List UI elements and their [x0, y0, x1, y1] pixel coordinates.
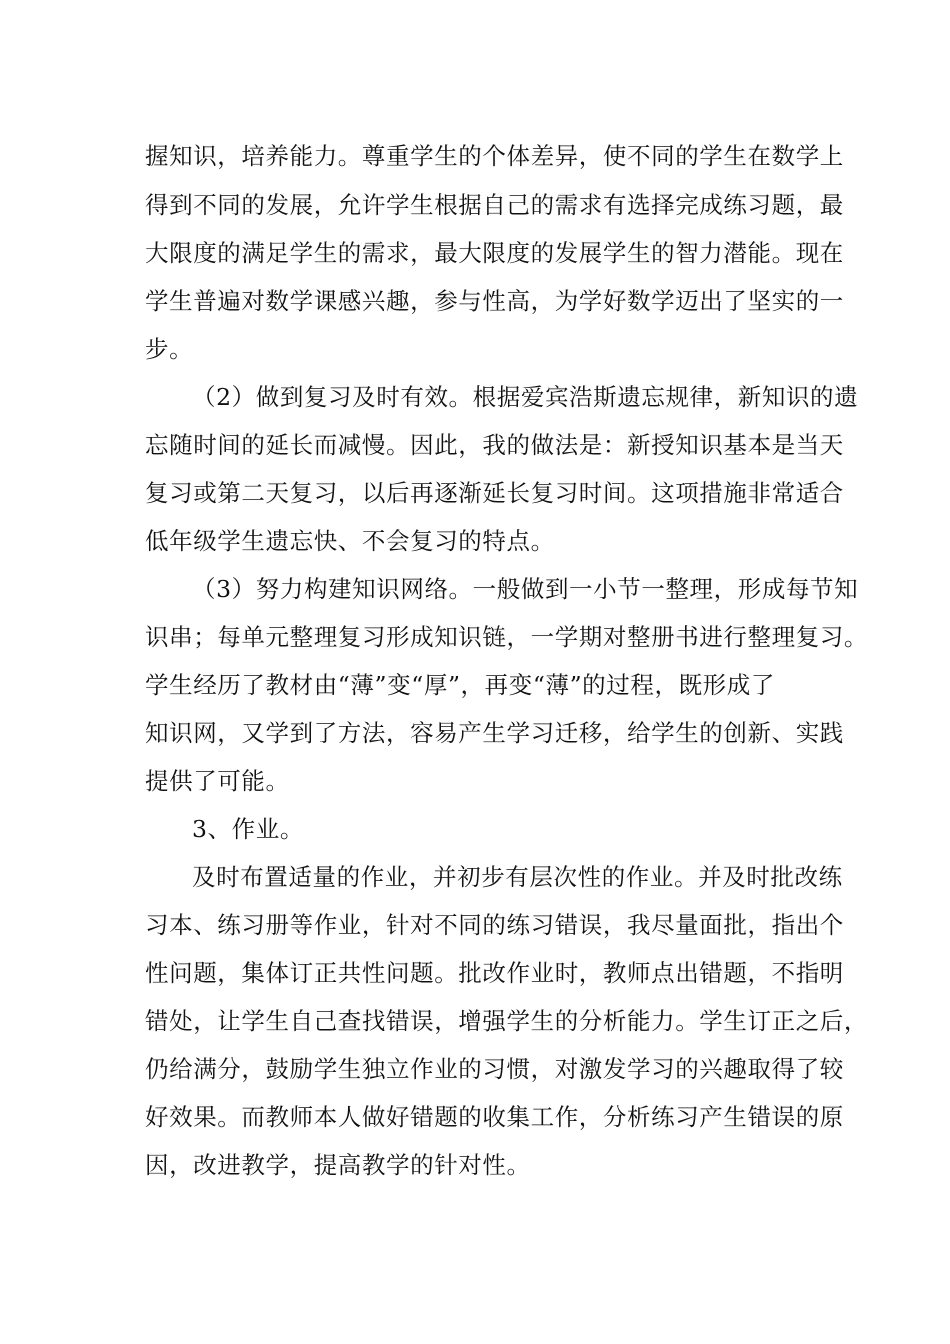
text-line: 好效果。而教师本人做好错题的收集工作，分析练习产生错误的原	[145, 1103, 844, 1131]
text-line: 习本、练习册等作业，针对不同的练习错误，我尽量面批，指出个	[145, 911, 844, 939]
text-line: 大限度的满足学生的需求，最大限度的发展学生的智力潜能。现在	[145, 239, 844, 267]
text-line: 低年级学生遗忘快、不会复习的特点。	[145, 527, 555, 555]
text-line: 因，改进教学，提高教学的针对性。	[145, 1151, 531, 1179]
text-line: 识串；每单元整理复习形成知识链，一学期对整册书进行整理复习。	[145, 623, 868, 651]
text-line: 及时布置适量的作业，并初步有层次性的作业。并及时批改练	[192, 863, 843, 891]
text-line: 得到不同的发展，允许学生根据自己的需求有选择完成练习题，最	[145, 191, 844, 219]
text-line: （3）努力构建知识网络。一般做到一小节一整理，形成每节知	[192, 575, 859, 603]
text-line: 复习或第二天复习，以后再逐渐延长复习时间。这项措施非常适合	[145, 479, 844, 507]
section-heading: 3、作业。	[192, 815, 304, 843]
text-line: 学生普遍对数学课感兴趣，参与性高，为学好数学迈出了坚实的一	[145, 287, 844, 315]
text-line: 忘随时间的延长而减慢。因此，我的做法是：新授知识基本是当天	[145, 431, 844, 459]
text-line: 错处，让学生自己查找错误，增强学生的分析能力。学生订正之后，	[145, 1007, 868, 1035]
text-line: 提供了可能。	[145, 767, 290, 795]
text-line: 学生经历了教材由“薄”变“厚”，再变“薄”的过程，既形成了	[145, 671, 775, 699]
text-line: （2）做到复习及时有效。根据爱宾浩斯遗忘规律，新知识的遗	[192, 383, 859, 411]
text-line: 步。	[145, 335, 194, 363]
text-line: 仍给满分，鼓励学生独立作业的习惯，对激发学习的兴趣取得了较	[145, 1055, 844, 1083]
text-line: 握知识，培养能力。尊重学生的个体差异，使不同的学生在数学上	[145, 142, 844, 170]
text-line: 性问题，集体订正共性问题。批改作业时，教师点出错题，不指明	[145, 959, 844, 987]
text-line: 知识网，又学到了方法，容易产生学习迁移，给学生的创新、实践	[145, 719, 844, 747]
